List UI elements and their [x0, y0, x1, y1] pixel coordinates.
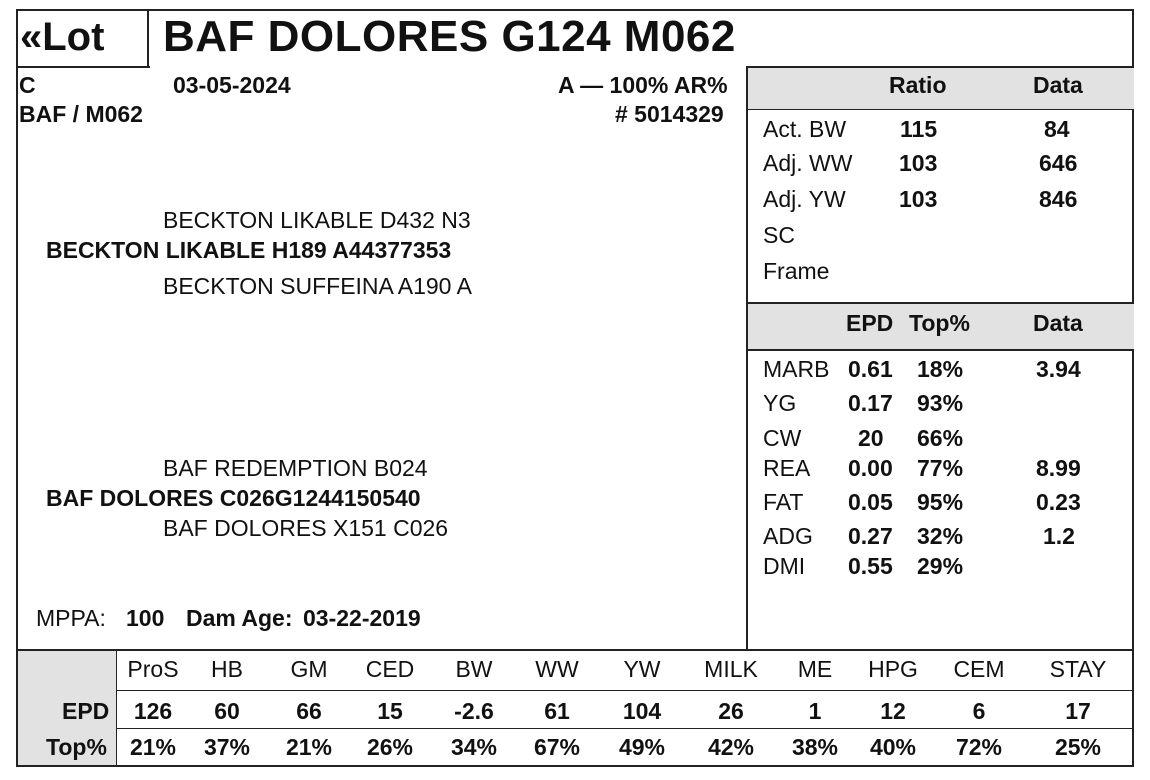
epd-label-dmi: DMI	[763, 553, 806, 579]
data-value-marb: 3.94	[1036, 356, 1081, 382]
ratio-header: Ratio	[889, 72, 947, 98]
ratio-label-act-bw: Act. BW	[763, 116, 847, 142]
epd-header: EPD	[846, 310, 894, 336]
table-epd-cell-cem: 6	[972, 698, 986, 724]
data-value-act-bw: 84	[1044, 116, 1070, 142]
table-col-header-hpg: HPG	[868, 656, 918, 682]
table-col-header-pros: ProS	[127, 656, 179, 682]
epd-value-marb: 0.61	[848, 356, 893, 382]
table-top-cell-me: 38%	[791, 734, 839, 760]
epd-value-rea: 0.00	[848, 455, 893, 481]
pedigree-dam-sire: BAF REDEMPTION B024	[163, 455, 428, 481]
table-col-header-milk: MILK	[704, 656, 758, 682]
data-value-fat: 0.23	[1036, 489, 1081, 515]
table-epd-cell-yw: 104	[622, 698, 662, 724]
pedigree-dam-dam: BAF DOLORES X151 C026	[163, 515, 449, 541]
table-col-header-hb: HB	[211, 656, 243, 682]
table-epd-cell-hb: 60	[214, 698, 240, 724]
table-top-cell-bw: 34%	[450, 734, 498, 760]
table-row-label-epd: EPD	[62, 698, 110, 724]
epd-header-rule	[746, 349, 1134, 351]
title-bottom-rule	[18, 66, 150, 68]
top-value-cw: 66%	[917, 425, 964, 451]
dam-age-value: 03-22-2019	[303, 605, 421, 631]
top-value-rea: 77%	[917, 455, 964, 481]
registration-number: # 5014329	[615, 101, 724, 127]
table-top-rule	[18, 649, 1134, 651]
pedigree-sire: BECKTON LIKABLE H189 A44377353	[46, 237, 452, 263]
table-epd-cell-bw: -2.6	[454, 698, 494, 724]
table-col-header-gm: GM	[290, 656, 328, 682]
table-top-cell-ced: 26%	[366, 734, 414, 760]
table-col-header-yw: YW	[623, 656, 661, 682]
table-top-cell-ww: 67%	[533, 734, 581, 760]
ratio-label-frame: Frame	[763, 258, 830, 284]
epd-label-cw: CW	[763, 425, 802, 451]
table-epd-cell-milk: 26	[718, 698, 744, 724]
table-row-label-top: Top%	[46, 734, 107, 760]
epd-label-yg: YG	[763, 390, 797, 416]
mppa-value: 100	[126, 605, 165, 631]
table-epd-cell-ww: 61	[544, 698, 570, 724]
panel-left-rule	[746, 66, 748, 650]
epd-value-yg: 0.17	[848, 390, 893, 416]
table-top-cell-yw: 49%	[618, 734, 666, 760]
data-value-rea: 8.99	[1036, 455, 1081, 481]
epd-label-rea: REA	[763, 455, 811, 481]
epd-top-rule	[746, 302, 1134, 304]
pedigree-sire-dam: BECKTON SUFFEINA A190 A	[163, 273, 472, 299]
epd-data-header: Data	[1033, 310, 1083, 336]
ratio-header-rule	[746, 109, 1134, 110]
ratio-data-header: Data	[1033, 72, 1083, 98]
ratio-label-sc: SC	[763, 222, 795, 248]
ratio-value-act-bw: 115	[900, 116, 938, 142]
table-col-header-me: ME	[797, 656, 833, 682]
epd-value-fat: 0.05	[848, 489, 893, 515]
table-top-cell-hpg: 40%	[869, 734, 917, 760]
breed-line: A — 100% AR%	[558, 72, 728, 98]
table-epd-cell-pros: 126	[133, 698, 173, 724]
table-top-cell-cem: 72%	[955, 734, 1003, 760]
top-value-dmi: 29%	[917, 553, 964, 579]
ratio-value-adj-ww: 103	[899, 150, 938, 176]
lot-box-divider	[147, 11, 149, 67]
table-top-cell-pros: 21%	[129, 734, 177, 760]
ratio-label-adj-ww: Adj. WW	[763, 150, 853, 176]
table-epd-cell-stay: 17	[1065, 698, 1091, 724]
epd-label-marb: MARB	[763, 356, 830, 382]
table-epd-cell-ced: 15	[377, 698, 403, 724]
epd-label-adg: ADG	[763, 523, 813, 549]
mppa-label: MPPA:	[36, 605, 106, 631]
table-top-cell-hb: 37%	[203, 734, 251, 760]
lot-card	[16, 9, 1134, 767]
top-value-marb: 18%	[917, 356, 964, 382]
sex-code: C	[19, 72, 36, 98]
table-top-cell-milk: 42%	[707, 734, 755, 760]
epd-value-cw: 20	[858, 425, 884, 451]
top-value-fat: 95%	[917, 489, 964, 515]
panel-top-rule	[746, 66, 1134, 68]
ratio-label-adj-yw: Adj. YW	[763, 186, 846, 212]
table-mid-rule	[116, 728, 1134, 729]
birth-date: 03-05-2024	[173, 72, 291, 98]
prefix-id: BAF / M062	[19, 101, 143, 127]
data-value-adj-yw: 846	[1039, 186, 1078, 212]
table-epd-cell-me: 1	[808, 698, 822, 724]
table-col-header-cem: CEM	[953, 656, 1005, 682]
table-epd-cell-hpg: 12	[880, 698, 906, 724]
dam-age-label: Dam Age:	[186, 605, 293, 631]
table-header-rule	[116, 690, 1134, 691]
table-col-header-bw: BW	[455, 656, 493, 682]
epd-value-adg: 0.27	[848, 523, 893, 549]
table-col-header-stay: STAY	[1049, 656, 1107, 682]
table-col-header-ced: CED	[365, 656, 415, 682]
pedigree-dam: BAF DOLORES C026G1244150540	[46, 485, 421, 511]
data-value-adj-ww: 646	[1039, 150, 1078, 176]
lot-label: «Lot	[20, 15, 105, 59]
animal-name-title: BAF DOLORES G124 M062	[163, 12, 736, 61]
pedigree-sire-sire: BECKTON LIKABLE D432 N3	[163, 207, 471, 233]
top-percent-header: Top%	[909, 310, 970, 336]
epd-value-dmi: 0.55	[848, 553, 893, 579]
epd-label-fat: FAT	[763, 489, 804, 515]
top-value-adg: 32%	[917, 523, 964, 549]
top-value-yg: 93%	[917, 390, 964, 416]
ratio-value-adj-yw: 103	[899, 186, 938, 212]
table-top-cell-gm: 21%	[285, 734, 333, 760]
table-epd-cell-gm: 66	[296, 698, 322, 724]
table-col-header-ww: WW	[535, 656, 579, 682]
data-value-adg: 1.2	[1043, 523, 1075, 549]
table-top-cell-stay: 25%	[1054, 734, 1102, 760]
